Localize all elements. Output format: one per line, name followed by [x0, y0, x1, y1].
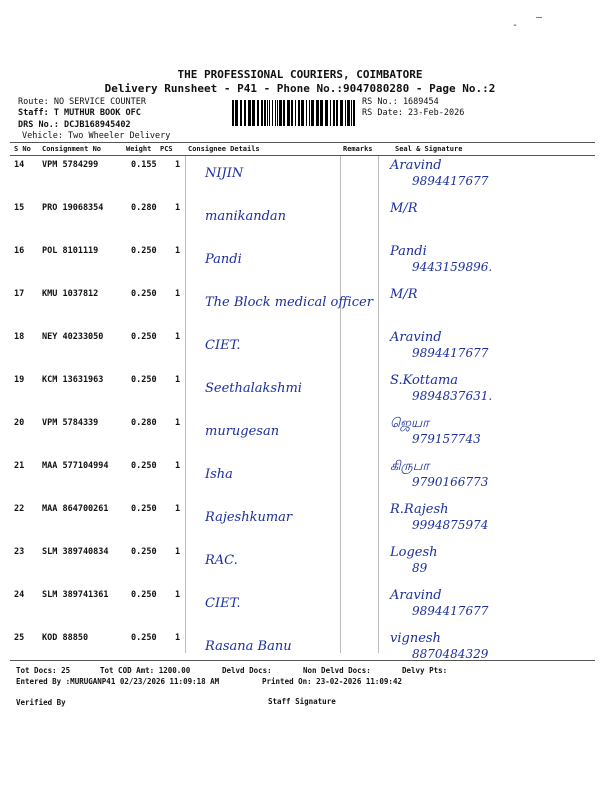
stray-mark: – [536, 12, 543, 23]
total-docs: Tot Docs: 25 [16, 666, 71, 675]
staff-signature: Staff Signature [268, 697, 336, 706]
row-serial-number: 22 [14, 504, 25, 514]
table-row [0, 414, 600, 457]
barcode-stripe [248, 100, 251, 126]
col-consignee: Consignee Details [188, 145, 260, 153]
vehicle-label: Vehicle: Two Wheeler Delivery [22, 131, 171, 141]
row-serial-number: 20 [14, 418, 25, 428]
barcode-stripe [275, 100, 276, 126]
row-consignee-handwritten: CIET. [205, 596, 241, 611]
row-serial-number: 25 [14, 633, 25, 643]
row-consignee-handwritten: NIJIN [205, 166, 244, 181]
row-consignment-number: VPM 5784339 [42, 418, 99, 428]
barcode-stripe [316, 100, 319, 126]
barcode-stripe [325, 100, 328, 126]
runsheet-title: Delivery Runsheet - P41 - Phone No.:9047080280 - Page No.:2 [104, 82, 496, 95]
row-receiver-phone: 9894417677 [412, 346, 489, 360]
table-row [0, 156, 600, 199]
row-consignee-handwritten: The Block medical officer [205, 295, 373, 310]
barcode-stripe [347, 100, 350, 126]
barcode-stripe [240, 100, 242, 126]
barcode-stripe [351, 100, 352, 126]
row-weight: 0.250 [131, 461, 157, 471]
row-consignment-number: KCM 13631963 [42, 375, 104, 385]
row-weight: 0.250 [131, 504, 157, 514]
barcode-stripe [261, 100, 263, 126]
row-pcs: 1 [175, 246, 181, 256]
row-receiver-phone: 9894417677 [412, 604, 489, 618]
row-receiver-phone: 9994875974 [412, 518, 489, 532]
barcode-stripe [298, 100, 300, 126]
row-pcs: 1 [175, 203, 181, 213]
barcode-stripe [244, 100, 246, 126]
row-consignment-number: PRO 19068354 [42, 203, 104, 213]
row-receiver-signature: R.Rajesh [390, 502, 449, 517]
row-receiver-signature: Logesh [390, 545, 438, 560]
row-consignment-number: KOD 88850 [42, 633, 89, 643]
row-receiver-signature: கிருபா [390, 459, 430, 474]
row-serial-number: 21 [14, 461, 25, 471]
barcode-stripe [257, 100, 259, 126]
row-consignee-handwritten: Pandi [205, 252, 242, 267]
row-serial-number: 19 [14, 375, 25, 385]
row-weight: 0.250 [131, 332, 157, 342]
row-receiver-signature: Aravind [390, 330, 442, 345]
barcode-stripe [264, 100, 266, 126]
drs-number: DRS No.: DCJB168945402 [18, 120, 131, 130]
row-weight: 0.280 [131, 203, 157, 213]
row-consignment-number: VPM 5784299 [42, 160, 99, 170]
row-weight: 0.250 [131, 246, 157, 256]
staff-label: Staff: T MUTHUR BOOK OFC [18, 108, 141, 118]
barcode-stripe [306, 100, 307, 126]
delivered-docs: Delvd Docs: [222, 666, 272, 675]
row-consignment-number: MAA 864700261 [42, 504, 109, 514]
barcode-stripe [232, 100, 234, 126]
row-pcs: 1 [175, 418, 181, 428]
row-receiver-phone: 9894417677 [412, 174, 489, 188]
verified-by: Verified By [16, 698, 66, 707]
row-consignee-handwritten: Seethalakshmi [205, 381, 302, 396]
row-receiver-phone: 9790166773 [412, 475, 489, 489]
barcode-stripe [269, 100, 270, 126]
row-serial-number: 24 [14, 590, 25, 600]
barcode-stripe [311, 100, 314, 126]
printed-on: Printed On: 23-02-2026 11:09:42 [262, 677, 402, 686]
route-label: Route: NO SERVICE COUNTER [18, 97, 146, 107]
barcode-stripe [277, 100, 278, 126]
barcode-stripe [295, 100, 296, 126]
table-row [0, 629, 600, 672]
table-row [0, 242, 600, 285]
row-serial-number: 23 [14, 547, 25, 557]
row-consignment-number: POL 8101119 [42, 246, 99, 256]
barcode-stripe [320, 100, 323, 126]
row-pcs: 1 [175, 332, 181, 342]
table-row [0, 285, 600, 328]
barcode-stripe [309, 100, 310, 126]
entered-by: Entered By :MURUGANP41 02/23/2026 11:09:18 AM [16, 677, 220, 686]
row-serial-number: 17 [14, 289, 25, 299]
row-receiver-signature: Aravind [390, 588, 442, 603]
row-receiver-signature: vignesh [390, 631, 441, 646]
row-receiver-phone: 8870484329 [412, 647, 489, 661]
row-consignment-number: SLM 389740834 [42, 547, 109, 557]
barcode-stripe [301, 100, 304, 126]
row-pcs: 1 [175, 547, 181, 557]
col-weight: Weight [126, 145, 152, 153]
row-receiver-phone: 89 [412, 561, 428, 575]
row-receiver-signature: M/R [390, 287, 418, 302]
col-seal-signature: Seal & Signature [395, 145, 463, 153]
row-receiver-signature: Aravind [390, 158, 442, 173]
row-consignee-handwritten: murugesan [205, 424, 280, 439]
barcode [232, 100, 356, 126]
row-serial-number: 14 [14, 160, 25, 170]
row-weight: 0.250 [131, 289, 157, 299]
row-consignment-number: SLM 389741361 [42, 590, 109, 600]
barcode-stripe [353, 100, 355, 126]
delivery-points: Delvy Pts: [402, 666, 448, 675]
barcode-stripe [340, 100, 343, 126]
total-cod-amount: Tot COD Amt: 1200.00 [100, 666, 191, 675]
row-consignee-handwritten: manikandan [205, 209, 287, 224]
col-pcs: PCS [160, 145, 173, 153]
row-consignee-handwritten: Isha [205, 467, 233, 482]
row-pcs: 1 [175, 504, 181, 514]
stray-mark: - [512, 20, 519, 31]
table-row [0, 586, 600, 629]
row-consignee-handwritten: CIET. [205, 338, 241, 353]
barcode-stripe [252, 100, 255, 126]
rs-number: RS No.: 1689454 [362, 97, 439, 107]
row-receiver-signature: Pandi [390, 244, 427, 259]
row-consignment-number: MAA 577104994 [42, 461, 109, 471]
row-pcs: 1 [175, 160, 181, 170]
barcode-stripe [330, 100, 331, 126]
company-name: THE PROFESSIONAL COURIERS, COIMBATORE [177, 68, 423, 81]
row-weight: 0.250 [131, 590, 157, 600]
row-serial-number: 18 [14, 332, 25, 342]
table-row [0, 328, 600, 371]
footer-rule [10, 660, 595, 661]
table-row [0, 457, 600, 500]
row-receiver-phone: 979157743 [412, 432, 481, 446]
row-weight: 0.250 [131, 375, 157, 385]
row-receiver-signature: S.Kottama [390, 373, 459, 388]
barcode-stripe [235, 100, 238, 126]
row-receiver-signature: ஜெயா [390, 416, 429, 431]
row-weight: 0.280 [131, 418, 157, 428]
row-consignee-handwritten: Rasana Banu [205, 639, 292, 654]
table-row [0, 543, 600, 586]
col-consignment: Consignment No [42, 145, 102, 153]
row-serial-number: 15 [14, 203, 25, 213]
barcode-stripe [287, 100, 290, 126]
table-row [0, 199, 600, 242]
row-pcs: 1 [175, 633, 181, 643]
barcode-stripe [279, 100, 282, 126]
row-pcs: 1 [175, 375, 181, 385]
row-consignment-number: KMU 1037812 [42, 289, 99, 299]
barcode-stripe [345, 100, 346, 126]
barcode-stripe [333, 100, 335, 126]
barcode-stripe [272, 100, 273, 126]
barcode-stripe [291, 100, 293, 126]
row-consignee-handwritten: Rajeshkumar [205, 510, 293, 525]
col-remarks: Remarks [343, 145, 373, 153]
barcode-stripe [283, 100, 285, 126]
table-row [0, 371, 600, 414]
header-top-rule [10, 142, 595, 143]
row-pcs: 1 [175, 590, 181, 600]
row-weight: 0.250 [131, 547, 157, 557]
row-pcs: 1 [175, 461, 181, 471]
row-weight: 0.155 [131, 160, 157, 170]
row-serial-number: 16 [14, 246, 25, 256]
row-receiver-phone: 9443159896. [412, 260, 493, 274]
row-consignee-handwritten: RAC. [205, 553, 238, 568]
row-receiver-signature: M/R [390, 201, 418, 216]
non-delivered-docs: Non Delvd Docs: [303, 666, 371, 675]
row-consignment-number: NEY 40233050 [42, 332, 104, 342]
row-weight: 0.250 [131, 633, 157, 643]
row-receiver-phone: 9894837631. [412, 389, 493, 403]
table-row [0, 500, 600, 543]
barcode-stripe [267, 100, 268, 126]
row-pcs: 1 [175, 289, 181, 299]
col-sno: S No [14, 145, 31, 153]
rs-date: RS Date: 23-Feb-2026 [362, 108, 465, 118]
barcode-stripe [336, 100, 338, 126]
